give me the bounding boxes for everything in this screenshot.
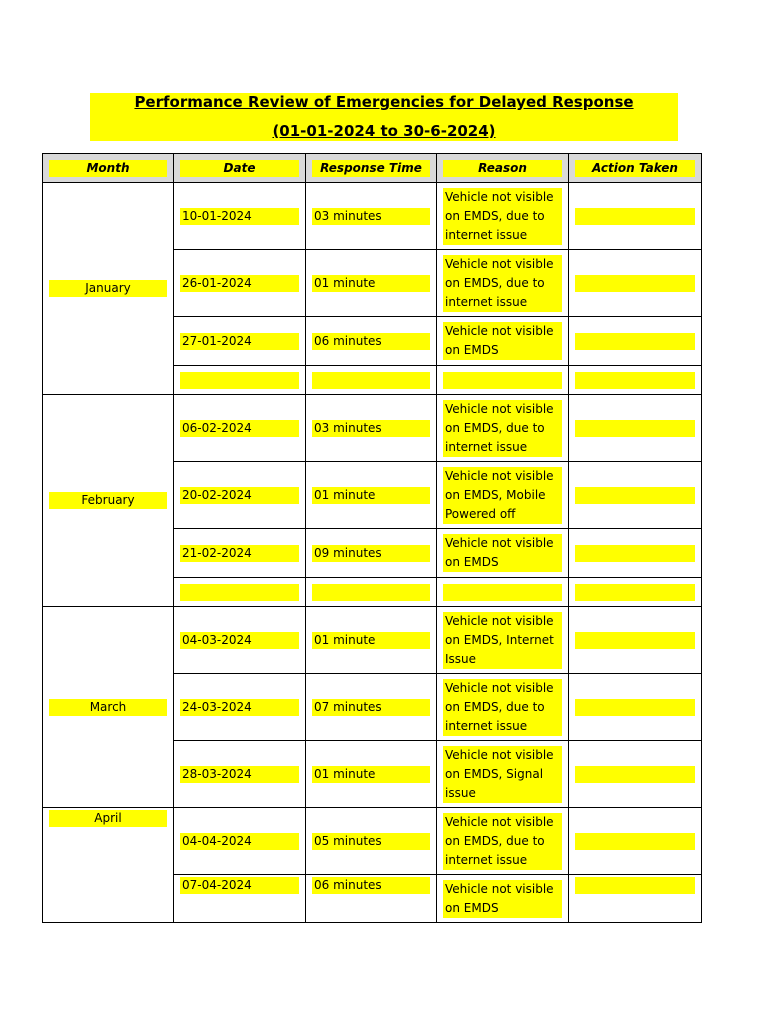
date-value: 21-02-2024 (180, 545, 299, 562)
month-label: March (49, 699, 167, 716)
response-time-cell (306, 395, 437, 462)
date-value: 27-01-2024 (180, 333, 299, 350)
response-time-value: 09 minutes (312, 545, 430, 562)
reason-cell (437, 183, 569, 250)
reason-cell (437, 366, 569, 395)
reason-line: on EMDS, due to (445, 420, 545, 435)
document-date-range: (01-01-2024 to 30-6-2024) (272, 122, 496, 140)
reason-cell (437, 462, 569, 529)
response-time-value: 01 minute (312, 275, 430, 292)
blank-highlight (312, 372, 430, 389)
date-cell (174, 366, 306, 395)
action-taken-cell (569, 607, 702, 674)
blank-highlight (180, 372, 299, 389)
table-header-row (43, 154, 702, 183)
action-taken-cell (569, 875, 702, 923)
reason-line: Issue (445, 651, 477, 666)
action-taken-cell (569, 366, 702, 395)
header-reason (437, 154, 569, 183)
reason-value (443, 746, 562, 803)
reason-cell (437, 529, 569, 578)
header-date-label: Date (180, 160, 299, 177)
header-reason-label: Reason (443, 160, 562, 177)
response-time-value: 06 minutes (312, 877, 430, 894)
reason-line: Vehicle not visible (445, 613, 554, 628)
blank-highlight (180, 584, 299, 601)
response-time-value: 05 minutes (312, 833, 430, 850)
month-cell-april (43, 808, 174, 923)
date-value: 07-04-2024 (180, 877, 299, 894)
header-response-time-label: Response Time (312, 160, 430, 177)
reason-line: on EMDS, Mobile (445, 487, 546, 502)
reason-value (443, 880, 562, 918)
action-taken-cell (569, 578, 702, 607)
date-value: 06-02-2024 (180, 420, 299, 437)
header-action-taken-label: Action Taken (575, 160, 695, 177)
reason-line: on EMDS, Signal (445, 766, 544, 781)
reason-value (443, 255, 562, 312)
reason-cell (437, 875, 569, 923)
month-label: January (49, 280, 167, 297)
month-cell-january (43, 183, 174, 395)
action-taken-value (575, 545, 695, 562)
reason-line: issue (445, 785, 476, 800)
header-response-time (306, 154, 437, 183)
reason-value (443, 188, 562, 245)
response-time-value: 01 minute (312, 632, 430, 649)
action-taken-cell (569, 674, 702, 741)
date-value: 20-02-2024 (180, 487, 299, 504)
table-row (43, 395, 702, 462)
document-title: Performance Review of Emergencies for Delayed Response (134, 93, 634, 111)
date-value: 10-01-2024 (180, 208, 299, 225)
reason-cell (437, 607, 569, 674)
action-taken-cell (569, 462, 702, 529)
reason-line: on EMDS, due to (445, 208, 545, 223)
response-time-value: 06 minutes (312, 333, 430, 350)
response-time-cell (306, 366, 437, 395)
response-time-value: 01 minute (312, 487, 430, 504)
date-cell (174, 578, 306, 607)
month-label: February (49, 492, 167, 509)
reason-cell (437, 674, 569, 741)
date-value: 28-03-2024 (180, 766, 299, 783)
reason-line: on EMDS, due to (445, 699, 545, 714)
reason-line: Vehicle not visible (445, 401, 554, 416)
reason-line: internet issue (445, 439, 528, 454)
response-time-cell (306, 250, 437, 317)
reason-cell (437, 741, 569, 808)
action-taken-cell (569, 741, 702, 808)
blank-highlight (575, 372, 695, 389)
reason-value (443, 679, 562, 736)
header-date (174, 154, 306, 183)
table-row (43, 808, 702, 875)
month-label: April (49, 810, 167, 827)
response-time-cell (306, 741, 437, 808)
action-taken-cell (569, 395, 702, 462)
reason-line: Vehicle not visible (445, 189, 554, 204)
reason-value (443, 534, 562, 572)
date-cell (174, 462, 306, 529)
title-block (90, 93, 678, 141)
reason-line: Vehicle not visible (445, 256, 554, 271)
reason-line: on EMDS (445, 343, 499, 357)
action-taken-cell (569, 808, 702, 875)
action-taken-cell (569, 183, 702, 250)
reason-value (443, 400, 562, 457)
response-time-cell (306, 808, 437, 875)
reason-line: Vehicle not visible (445, 536, 554, 550)
response-time-cell (306, 674, 437, 741)
date-value: 24-03-2024 (180, 699, 299, 716)
reason-line: internet issue (445, 294, 528, 309)
response-time-value: 03 minutes (312, 420, 430, 437)
reason-line: Vehicle not visible (445, 881, 554, 896)
reason-line: Vehicle not visible (445, 468, 554, 483)
action-taken-value (575, 333, 695, 350)
reason-value (443, 467, 562, 524)
reason-cell (437, 250, 569, 317)
response-time-value: 07 minutes (312, 699, 430, 716)
reason-value (443, 322, 562, 360)
response-time-cell (306, 578, 437, 607)
action-taken-value (575, 208, 695, 225)
reason-line: on EMDS, due to (445, 275, 545, 290)
action-taken-cell (569, 317, 702, 366)
date-cell (174, 250, 306, 317)
action-taken-value (575, 877, 695, 894)
reason-line: internet issue (445, 852, 528, 867)
reason-value (443, 813, 562, 870)
reason-cell (437, 317, 569, 366)
response-time-cell (306, 529, 437, 578)
action-taken-value (575, 487, 695, 504)
performance-review-table (42, 153, 702, 923)
response-time-value: 01 minute (312, 766, 430, 783)
header-month-label: Month (49, 160, 167, 177)
blank-highlight (443, 372, 562, 389)
action-taken-cell (569, 529, 702, 578)
response-time-cell (306, 317, 437, 366)
response-time-value: 03 minutes (312, 208, 430, 225)
reason-line: on EMDS, due to (445, 833, 545, 848)
date-cell (174, 674, 306, 741)
response-time-cell (306, 607, 437, 674)
reason-line: Vehicle not visible (445, 680, 554, 695)
date-value: 04-04-2024 (180, 833, 299, 850)
action-taken-value (575, 632, 695, 649)
response-time-cell (306, 462, 437, 529)
reason-value (443, 612, 562, 669)
month-cell-february (43, 395, 174, 607)
date-cell (174, 317, 306, 366)
header-month (43, 154, 174, 183)
table-row (43, 183, 702, 250)
date-cell (174, 395, 306, 462)
response-time-cell (306, 183, 437, 250)
reason-line: Vehicle not visible (445, 324, 554, 338)
reason-line: on EMDS (445, 900, 499, 915)
action-taken-value (575, 275, 695, 292)
blank-highlight (575, 584, 695, 601)
action-taken-cell (569, 250, 702, 317)
response-time-cell (306, 875, 437, 923)
reason-line: on EMDS (445, 555, 499, 569)
reason-line: on EMDS, Internet (445, 632, 554, 647)
reason-cell (437, 808, 569, 875)
date-cell (174, 875, 306, 923)
action-taken-value (575, 420, 695, 437)
date-cell (174, 741, 306, 808)
blank-highlight (312, 584, 430, 601)
action-taken-value (575, 699, 695, 716)
table-row (43, 607, 702, 674)
date-cell (174, 808, 306, 875)
action-taken-value (575, 833, 695, 850)
reason-line: internet issue (445, 718, 528, 733)
action-taken-value (575, 766, 695, 783)
reason-cell (437, 578, 569, 607)
reason-line: internet issue (445, 227, 528, 242)
date-value: 26-01-2024 (180, 275, 299, 292)
blank-highlight (443, 584, 562, 601)
reason-line: Vehicle not visible (445, 814, 554, 829)
date-cell (174, 529, 306, 578)
reason-cell (437, 395, 569, 462)
date-value: 04-03-2024 (180, 632, 299, 649)
date-cell (174, 607, 306, 674)
date-cell (174, 183, 306, 250)
header-action-taken (569, 154, 702, 183)
reason-line: Vehicle not visible (445, 747, 554, 762)
month-cell-march (43, 607, 174, 808)
reason-line: Powered off (445, 506, 516, 521)
